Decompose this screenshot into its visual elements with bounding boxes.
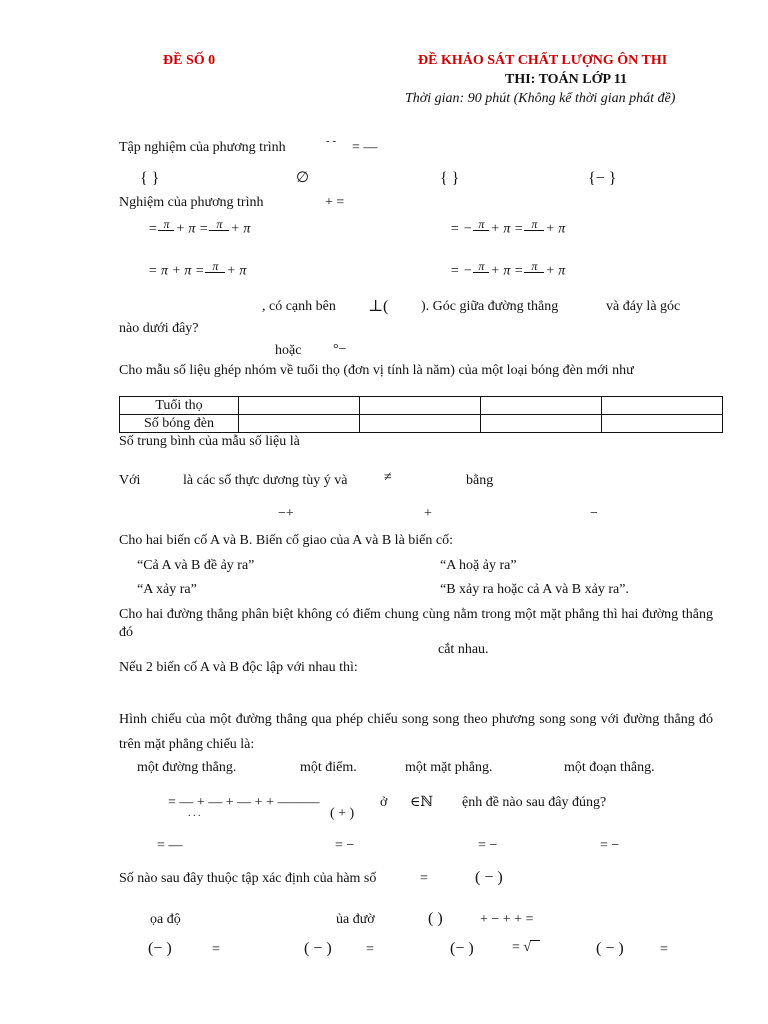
- q6-option-c: “A xảy ra”: [137, 582, 197, 597]
- q4-question: Số trung bình của mẫu số liệu là: [119, 434, 300, 449]
- table-cell: [602, 397, 723, 415]
- q12-option-d: ( − ): [596, 940, 624, 957]
- q9-option-c: một mặt phẳng.: [405, 760, 493, 775]
- sqrt-bar: [530, 940, 540, 951]
- q5-text-c: bằng: [466, 473, 494, 488]
- q3-text-b: ). Góc giữa đường thẳng: [421, 299, 559, 314]
- q2-option-a: = π + π = π + π: [148, 217, 251, 237]
- table-row-label: Số bóng đèn: [120, 415, 239, 433]
- table-row-label: Tuổi thọ: [120, 397, 239, 415]
- q12-option-d-eq: =: [660, 942, 668, 957]
- q3-option-or: hoặc: [275, 343, 302, 358]
- q12-eq: + − + + =: [480, 912, 534, 927]
- q3-text-c: và đáy là góc: [606, 299, 681, 314]
- q9-stem: Hình chiếu của một đường thẳng qua phép chiếu song song theo phương song song với đường thẳng đó trên mặt phẳng chiếu là:: [119, 712, 713, 752]
- q1-option-d: {− }: [588, 170, 617, 187]
- q2-eq: + =: [325, 195, 345, 210]
- q2-stem: Nghiệm của phương trình: [119, 195, 264, 210]
- q1-option-b: ∅: [296, 170, 310, 186]
- q12-option-a-eq: =: [212, 942, 220, 957]
- q6-option-d: “B xảy ra hoặc cả A và B xảy ra”.: [440, 582, 629, 597]
- q3-text-a: , có cạnh bên: [262, 299, 336, 314]
- q10-option-a: = —: [157, 838, 183, 853]
- table-cell: [481, 415, 602, 433]
- q2-option-b: = − π + π = π + π: [450, 217, 566, 237]
- q11-eq: =: [420, 871, 428, 886]
- q5-text-b: là các số thực dương tùy ý và: [183, 473, 348, 488]
- exam-code: ĐỀ SỐ 0: [163, 53, 216, 68]
- q5-neq: ≠: [384, 470, 392, 485]
- q3-perp: ⊥(: [368, 298, 389, 315]
- q10-dots: . . .: [188, 808, 201, 819]
- q7-option: cắt nhau.: [438, 642, 489, 657]
- table-cell: [481, 397, 602, 415]
- q12-text-a: ọa độ: [150, 912, 181, 927]
- q2-option-d: = − π + π = π + π: [450, 259, 566, 279]
- q1-eq-top: - -: [326, 135, 337, 147]
- q12-option-b: ( − ): [304, 940, 332, 957]
- q10-in-n: ∈ℕ: [410, 795, 434, 810]
- q12-option-a: (− ): [148, 940, 172, 957]
- q6-option-a: “Cả A và B đề ảy ra”: [137, 558, 255, 573]
- q10-sum: = — + — + — + + ———: [168, 795, 320, 810]
- q5-option-1: −+: [278, 506, 294, 521]
- q12-text-b: ủa đườ: [336, 912, 375, 927]
- q5-option-2: +: [424, 506, 432, 521]
- q10-option-c: = −: [478, 838, 498, 853]
- q1-eq: = —: [352, 140, 378, 155]
- table-cell: [602, 415, 723, 433]
- q9-option-b: một điểm.: [300, 760, 357, 775]
- q1-option-c: { }: [440, 170, 460, 187]
- q6-stem: Cho hai biến cố A và B. Biến cố giao của A và B là biến cố:: [119, 533, 453, 548]
- q5-text-a: Với: [119, 473, 141, 488]
- table-cell: [239, 397, 360, 415]
- q3-option-deg: °−: [333, 342, 347, 357]
- table-cell: [360, 415, 481, 433]
- q2-option-c: = π + π = π + π: [148, 259, 247, 279]
- q9-option-a: một đường thẳng.: [137, 760, 237, 775]
- q6-option-b: “A hoặ ảy ra”: [440, 558, 517, 573]
- q10-option-d: = −: [600, 838, 620, 853]
- q9-option-d: một đoạn thẳng.: [564, 760, 655, 775]
- q12-paren: ( ): [428, 910, 443, 927]
- q5-option-3: −: [590, 506, 598, 521]
- q8-stem: Nếu 2 biến cố A và B độc lập với nhau thì:: [119, 660, 358, 675]
- exam-time: Thời gian: 90 phút (Không kể thời gian phát đề): [405, 91, 676, 106]
- q3-text-d: nào dưới đây?: [119, 321, 199, 336]
- q10-option-b: = −: [335, 838, 355, 853]
- exam-title: ĐỀ KHẢO SÁT CHẤT LƯỢNG ÔN THI: [418, 53, 668, 68]
- q10-tail: ệnh đề nào sau đây đúng?: [462, 795, 607, 810]
- table-row: [120, 397, 723, 415]
- q10-paren: ( + ): [330, 806, 355, 821]
- data-table: [119, 396, 723, 433]
- q12-option-c: (− ): [450, 940, 474, 957]
- q1-stem: Tập nghiệm của phương trình: [119, 140, 286, 155]
- q7-stem: Cho hai đường thẳng phân biệt không có điểm chung cùng nằm trong một mặt phẳng thì hai đường thẳng đó: [119, 607, 713, 641]
- q4-stem: Cho mẫu số liệu ghép nhóm về tuổi thọ (đơn vị tính là năm) của một loại bóng đèn mới như: [119, 363, 634, 378]
- table-cell: [239, 415, 360, 433]
- q10-with: ở: [380, 795, 388, 810]
- table-row: [120, 415, 723, 433]
- q12-option-c-eq: = √: [512, 940, 540, 955]
- exam-subtitle: THI: TOÁN LỚP 11: [505, 72, 628, 87]
- q12-option-b-eq: =: [366, 942, 374, 957]
- table-cell: [360, 397, 481, 415]
- q11-arg: ( − ): [475, 869, 503, 886]
- q11-stem: Số nào sau đây thuộc tập xác định của hàm số: [119, 871, 377, 886]
- q1-option-a: { }: [140, 170, 160, 187]
